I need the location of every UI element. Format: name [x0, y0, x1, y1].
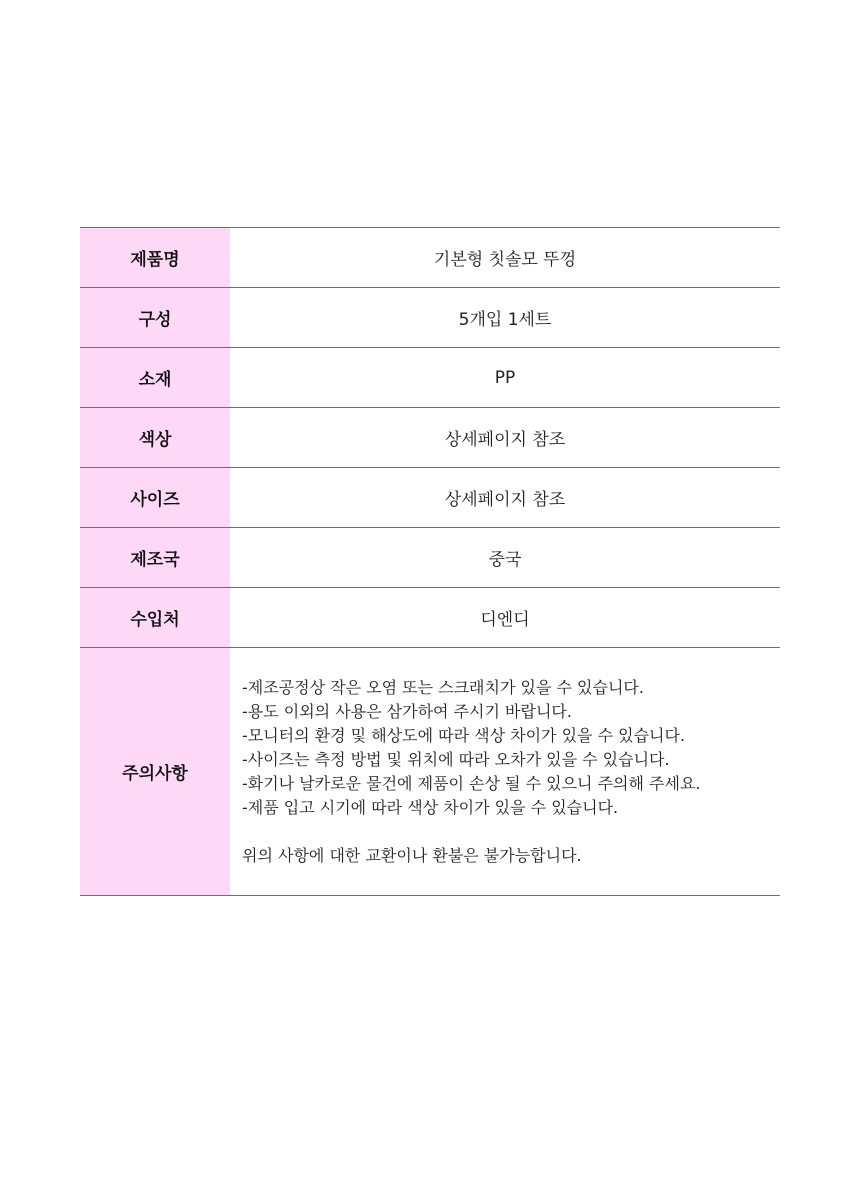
notice-content — [230, 648, 780, 896]
spec-value: 중국 — [488, 550, 522, 570]
spec-value: 디엔디 — [480, 610, 530, 630]
spec-row-product-name — [80, 228, 780, 288]
spec-row-importer — [80, 588, 780, 648]
spec-value: 5개입 1세트 — [458, 310, 552, 330]
spec-label: 사이즈 — [80, 468, 230, 528]
spec-label: 구성 — [80, 288, 230, 348]
notice-footer: 위의 사항에 대한 교환이나 환불은 불가능합니다. — [242, 846, 582, 865]
spec-value: 상세페이지 참조 — [444, 490, 566, 510]
spec-row-composition — [80, 288, 780, 348]
notice-line: -사이즈는 측정 방법 및 위치에 따라 오차가 있을 수 있습니다. — [242, 750, 670, 769]
notice-line: -모니터의 환경 및 해상도에 따라 색상 차이가 있을 수 있습니다. — [242, 726, 686, 745]
notice-label: 주의사항 — [80, 648, 230, 896]
product-info-table — [80, 227, 780, 896]
spec-value: 기본형 칫솔모 뚜껑 — [433, 250, 577, 270]
spec-label: 색상 — [80, 408, 230, 468]
spec-label: 제조국 — [80, 528, 230, 588]
notice-line: -용도 이외의 사용은 삼가하여 주시기 바랍니다. — [242, 702, 572, 721]
spec-row-material — [80, 348, 780, 408]
notice-line: -제조공정상 작은 오염 또는 스크래치가 있을 수 있습니다. — [242, 678, 644, 697]
spec-row-country-of-origin — [80, 528, 780, 588]
spec-label: 수입처 — [80, 588, 230, 648]
spec-value: PP — [494, 367, 516, 388]
spec-value: 상세페이지 참조 — [444, 430, 566, 450]
spec-row-size — [80, 468, 780, 528]
spec-label: 제품명 — [80, 228, 230, 288]
spec-row-notice — [80, 648, 780, 896]
notice-line: -화기나 날카로운 물건에 제품이 손상 될 수 있으니 주의해 주세요. — [242, 774, 701, 793]
spec-label: 소재 — [80, 348, 230, 408]
notice-line: -제품 입고 시기에 따라 색상 차이가 있을 수 있습니다. — [242, 798, 619, 817]
spec-row-color — [80, 408, 780, 468]
